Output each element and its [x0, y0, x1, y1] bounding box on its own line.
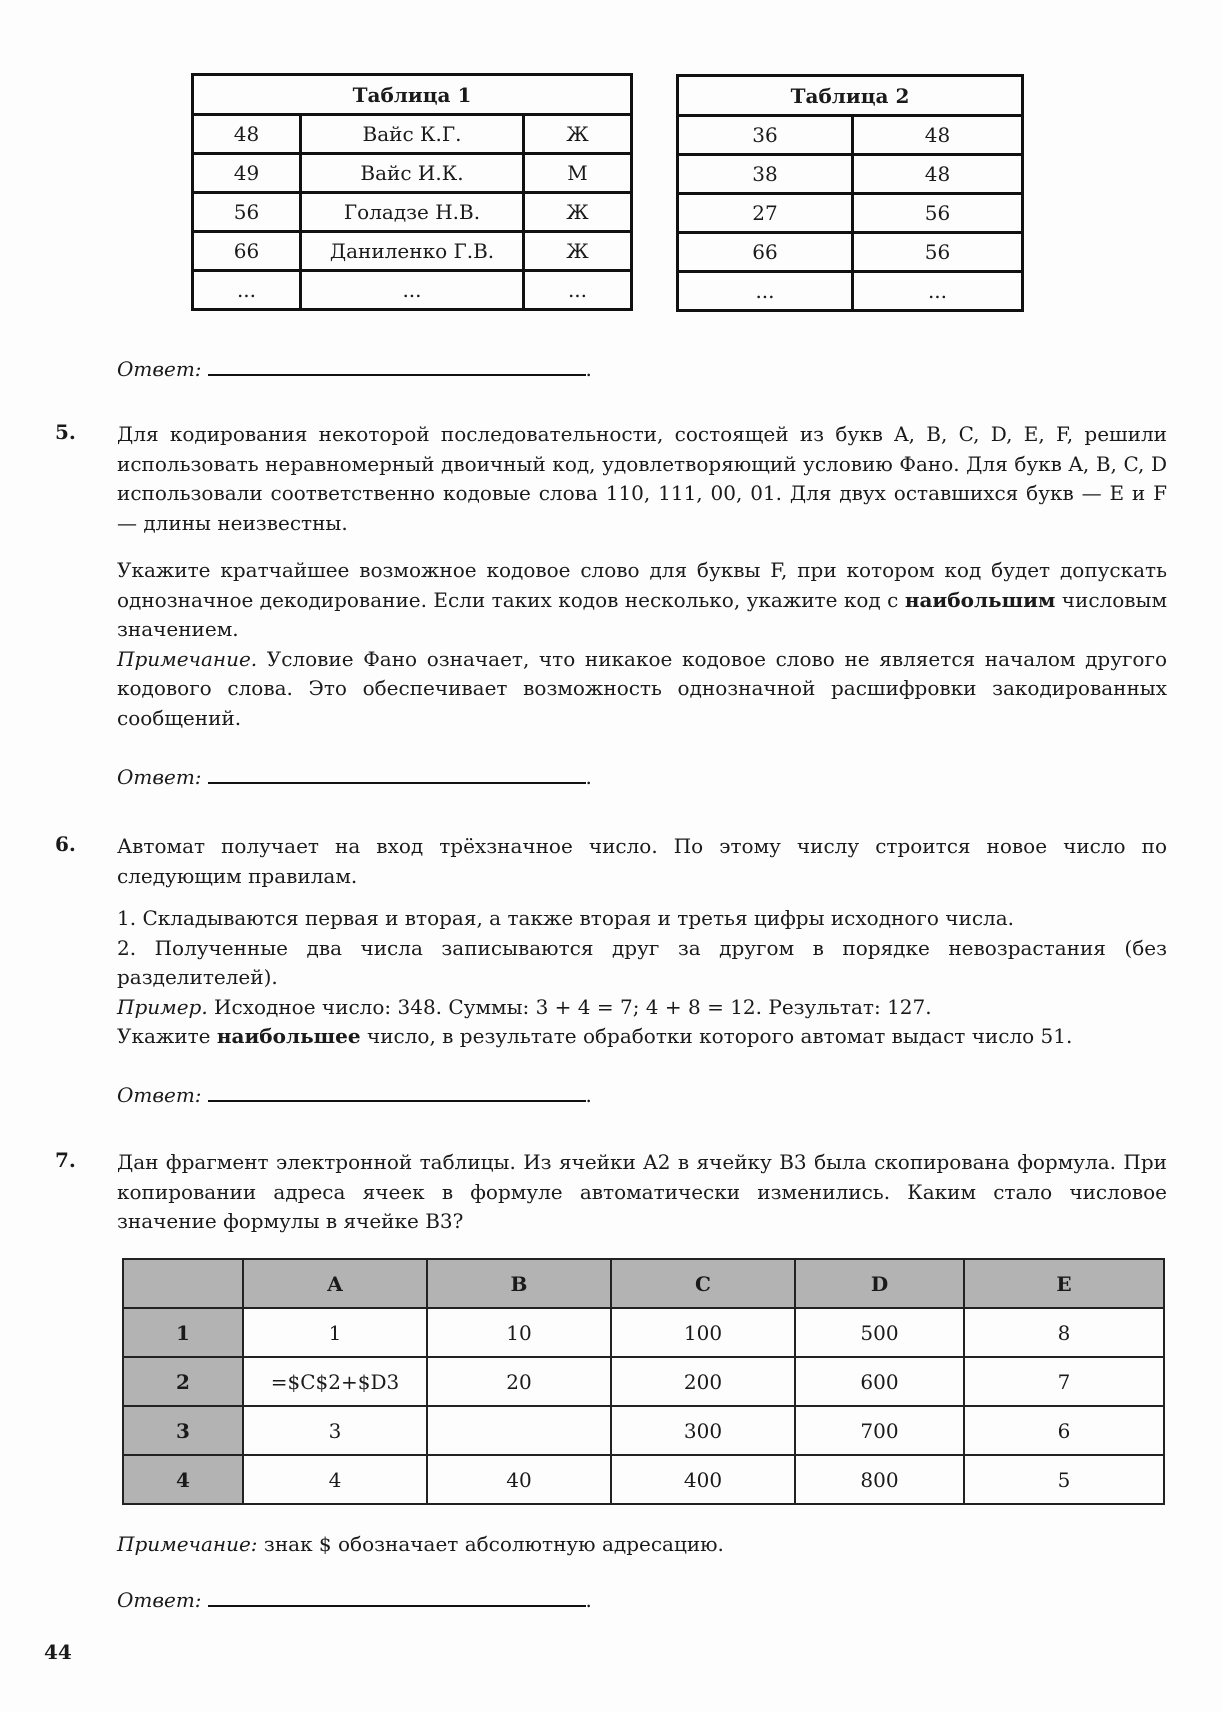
table-cell: ...: [853, 272, 1023, 311]
corner-cell: [123, 1259, 243, 1308]
table-cell: 27: [678, 194, 853, 233]
column-header-c: C: [611, 1259, 795, 1308]
answer-line[interactable]: [208, 1583, 586, 1607]
row-header: 3: [123, 1406, 243, 1455]
row-header: 1: [123, 1308, 243, 1357]
cell: 200: [611, 1357, 795, 1406]
answer-label: Ответ:: [117, 357, 202, 381]
row-header: 4: [123, 1455, 243, 1504]
table-2-title: Таблица 2: [678, 76, 1023, 116]
table-1-title: Таблица 1: [193, 75, 632, 115]
spreadsheet-header-row: [123, 1259, 1164, 1308]
table-cell: Даниленко Г.В.: [301, 232, 524, 271]
table-cell: ...: [524, 271, 632, 310]
question-number-5: 5.: [55, 420, 76, 444]
table-cell: ...: [678, 272, 853, 311]
cell: [427, 1406, 611, 1455]
table-row: [678, 116, 1023, 155]
table-row: [193, 115, 632, 154]
spreadsheet-row: [123, 1455, 1164, 1504]
cell: 600: [795, 1357, 964, 1406]
page-number: 44: [44, 1640, 72, 1664]
answer-line[interactable]: [208, 352, 586, 376]
cell: 7: [964, 1357, 1164, 1406]
table-cell: 49: [193, 154, 301, 193]
table-cell: Голадзе Н.В.: [301, 193, 524, 232]
spreadsheet-row: [123, 1406, 1164, 1455]
question-5-task: Укажите кратчайшее возможное кодовое слово для буквы F, при котором код будет допускать однозначное декодирование. Если таких кодов несколько, укажите код с наибольшим числовым значением. Примечание. Условие Фано означает, что никакое кодовое слово не является началом другого кодового слова. Это обеспечивает возможность однозначной расшифровки закодированных сообщений.: [117, 558, 1167, 730]
table-cell: 56: [853, 233, 1023, 272]
question-6-rules: [117, 904, 1167, 1052]
question-7-note: Примечание: знак $ обозначает абсолютную адресацию.: [117, 1532, 724, 1556]
table-row: [678, 272, 1023, 311]
table-row: [193, 193, 632, 232]
table-cell: 38: [678, 155, 853, 194]
table-row: [193, 154, 632, 193]
answer-field-q7: Ответ: .: [117, 1583, 592, 1612]
cell: 300: [611, 1406, 795, 1455]
question-7-text: Дан фрагмент электронной таблицы. Из ячейки A2 в ячейку B3 была скопирована формула. При копировании адреса ячеек в формуле автоматически изменились. Каким стало числовое значение формулы в ячейке B3?: [117, 1150, 1167, 1233]
table-cell: Вайс И.К.: [301, 154, 524, 193]
table-cell: 36: [678, 116, 853, 155]
table-2: [676, 74, 1024, 312]
table-cell: Ж: [524, 232, 632, 271]
table-cell: 56: [853, 194, 1023, 233]
note-label: Примечание.: [117, 646, 258, 671]
cell: =$C$2+$D3: [243, 1357, 427, 1406]
answer-label: Ответ:: [117, 1083, 202, 1107]
spreadsheet-row: [123, 1308, 1164, 1357]
cell: 20: [427, 1357, 611, 1406]
answer-field-q4: Ответ: .: [117, 352, 592, 381]
table-cell: 56: [193, 193, 301, 232]
cell: 500: [795, 1308, 964, 1357]
table-row: [678, 194, 1023, 233]
answer-label: Ответ:: [117, 765, 202, 789]
rule-1: 1. Складываются первая и вторая, а также вторая и третья цифры исходного числа.: [117, 906, 1015, 930]
table-1: [191, 73, 633, 311]
table-row: [678, 233, 1023, 272]
cell: 800: [795, 1455, 964, 1504]
table-cell: 66: [193, 232, 301, 271]
cell: 5: [964, 1455, 1164, 1504]
table-row: [678, 155, 1023, 194]
answer-label: Ответ:: [117, 1588, 202, 1612]
table-cell: Ж: [524, 193, 632, 232]
table-row: [193, 271, 632, 310]
table-cell: ...: [301, 271, 524, 310]
cell: 10: [427, 1308, 611, 1357]
column-header-b: B: [427, 1259, 611, 1308]
column-header-e: E: [964, 1259, 1164, 1308]
spreadsheet-fragment: [122, 1258, 1165, 1505]
cell: 3: [243, 1406, 427, 1455]
question-6-text: Автомат получает на вход трёхзначное число. По этому числу строится новое число по следующим правилам.: [117, 834, 1167, 888]
table-cell: 48: [853, 155, 1023, 194]
cell: 400: [611, 1455, 795, 1504]
emphasis: наибольшим: [904, 587, 1056, 612]
table-cell: 48: [193, 115, 301, 154]
answer-field-q5: Ответ: .: [117, 760, 592, 789]
question-number-7: 7.: [55, 1148, 76, 1172]
example: Пример. Исходное число: 348. Суммы: 3 + 4 = 7; 4 + 8 = 12. Результат: 127.: [117, 994, 932, 1019]
table-cell: ...: [193, 271, 301, 310]
cell: 4: [243, 1455, 427, 1504]
table-cell: М: [524, 154, 632, 193]
table-cell: Вайс К.Г.: [301, 115, 524, 154]
row-header: 2: [123, 1357, 243, 1406]
answer-line[interactable]: [208, 1078, 586, 1102]
question-5-text: Для кодирования некоторой последовательности, состоящей из букв A, B, C, D, E, F, решили использовать неравномерный двоичный код, удовлетворяющий условию Фано. Для букв A, B, C, D использовали соответственно кодовые слова 110, 111, 00, 01. Для двух оставшихся букв — E и F — длины неизвестны.: [117, 422, 1167, 535]
rule-2: 2. Полученные два числа записываются друг за другом в порядке невозрастания (без разделителей).: [117, 935, 1167, 989]
table-row: [193, 232, 632, 271]
spreadsheet-row: [123, 1357, 1164, 1406]
table-cell: 66: [678, 233, 853, 272]
note-label: Примечание:: [117, 1532, 258, 1556]
task: Укажите наибольшее число, в результате обработки которого автомат выдаст число 51.: [117, 1024, 1073, 1048]
answer-line[interactable]: [208, 760, 586, 784]
cell: 1: [243, 1308, 427, 1357]
table-cell: 48: [853, 116, 1023, 155]
cell: 700: [795, 1406, 964, 1455]
cell: 6: [964, 1406, 1164, 1455]
question-number-6: 6.: [55, 832, 76, 856]
cell: 100: [611, 1308, 795, 1357]
table-cell: Ж: [524, 115, 632, 154]
column-header-d: D: [795, 1259, 964, 1308]
answer-field-q6: Ответ: .: [117, 1078, 592, 1107]
cell: 40: [427, 1455, 611, 1504]
cell: 8: [964, 1308, 1164, 1357]
column-header-a: A: [243, 1259, 427, 1308]
